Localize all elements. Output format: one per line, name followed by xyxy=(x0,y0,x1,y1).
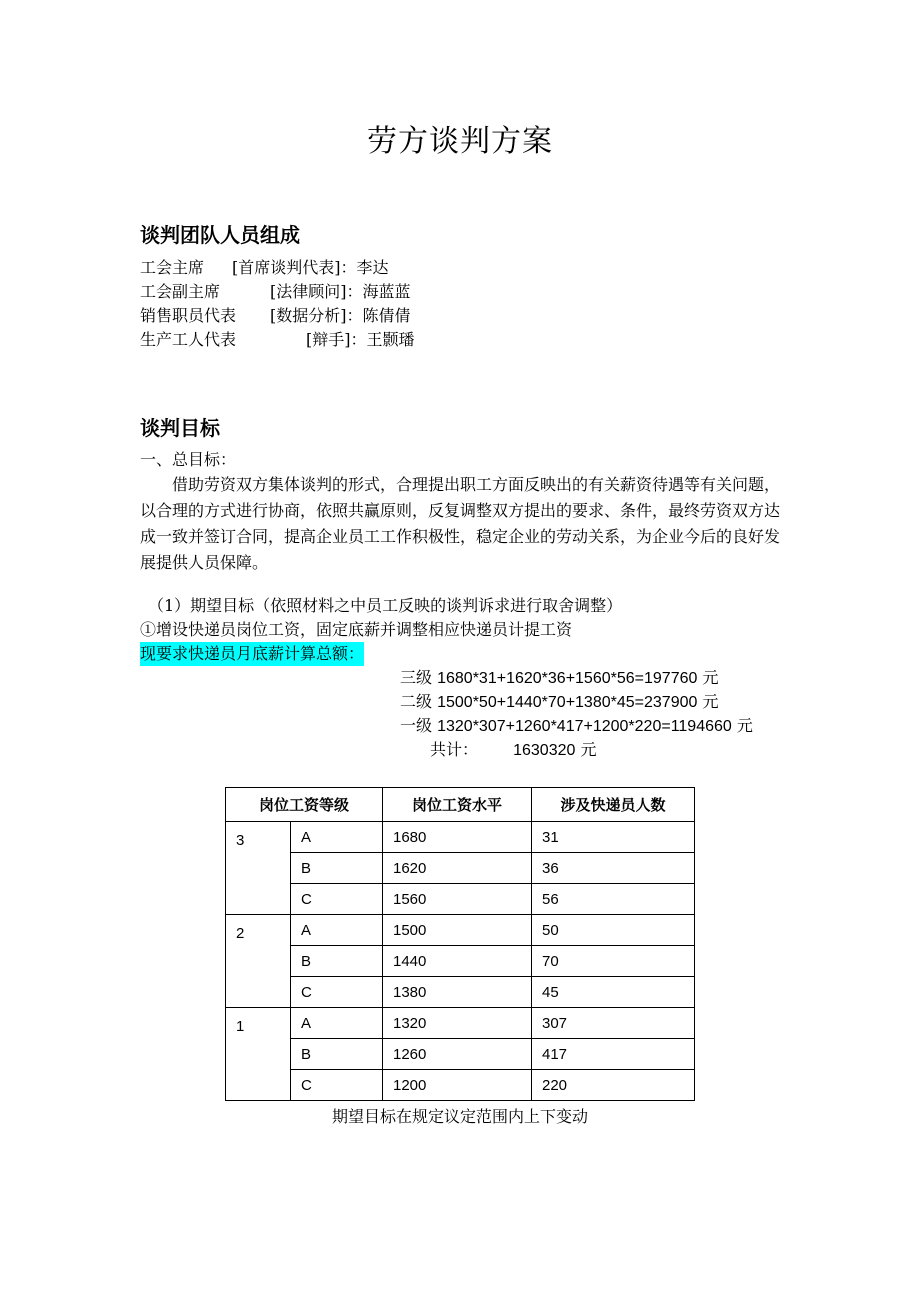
salary-cell: 1320 xyxy=(383,1008,532,1039)
grade-cell: A xyxy=(291,915,383,946)
count-cell: 220 xyxy=(532,1070,695,1101)
member-position: 工会副主席 xyxy=(140,282,221,301)
member-position: 销售职员代表 xyxy=(140,306,237,325)
goal-item-1: ①增设快递员岗位工资，固定底薪并调整相应快递员计提工资 xyxy=(140,620,573,639)
table-row xyxy=(226,946,695,977)
member-position: 工会主席 xyxy=(140,258,205,277)
table-row xyxy=(226,977,695,1008)
calc-level-label: 三级 xyxy=(400,668,433,687)
grade-cell: A xyxy=(291,1008,383,1039)
goals-heading: 谈判目标 xyxy=(140,416,220,440)
salary-cell: 1260 xyxy=(383,1039,532,1070)
document-title: 劳方谈判方案 xyxy=(367,124,553,159)
count-cell: 50 xyxy=(532,915,695,946)
calc-unit: 元 xyxy=(736,716,753,735)
salary-cell: 1620 xyxy=(383,853,532,884)
grade-cell: B xyxy=(291,1039,383,1070)
table-header: 岗位工资等级 xyxy=(226,788,383,822)
highlighted-requirement: 现要求快递员月底薪计算总额： xyxy=(140,642,364,666)
salary-cell: 1680 xyxy=(383,822,532,853)
total-unit: 元 xyxy=(580,740,597,759)
calc-level-label: 一级 xyxy=(400,716,433,735)
grade-cell: B xyxy=(291,853,383,884)
grade-cell: B xyxy=(291,946,383,977)
table-header: 涉及快递员人数 xyxy=(532,788,695,822)
salary-cell: 1200 xyxy=(383,1070,532,1101)
level-cell: 3 xyxy=(226,822,291,915)
calc-level-label: 二级 xyxy=(400,692,433,711)
member-role: [法律顾问]：海蓝蓝 xyxy=(270,282,411,301)
total-value: 1630320 xyxy=(513,742,576,759)
count-cell: 70 xyxy=(532,946,695,977)
overall-goal-paragraph: 借助劳资双方集体谈判的形式，合理提出职工方面反映出的有关薪资待遇等有关问题，以合理的方式进行协商，依照共赢原则，反复调整双方提出的要求、条件，最终劳资双方达成一致并签订合同，提高企业员工工作积极性，稳定企业的劳动关系，为企业今后的良好发展提供人员保障。 xyxy=(140,475,781,572)
table-header: 岗位工资水平 xyxy=(383,788,532,822)
total-label: 共计： xyxy=(430,740,479,759)
table-row xyxy=(226,853,695,884)
team-heading: 谈判团队人员组成 xyxy=(140,223,300,247)
calc-formula: 1320*307+1260*417+1200*220=1194660 xyxy=(437,718,732,735)
salary-table xyxy=(225,787,695,1101)
salary-cell: 1440 xyxy=(383,946,532,977)
count-cell: 36 xyxy=(532,853,695,884)
salary-cell: 1380 xyxy=(383,977,532,1008)
grade-cell: C xyxy=(291,1070,383,1101)
table-row xyxy=(226,1070,695,1101)
count-cell: 417 xyxy=(532,1039,695,1070)
table-caption: 期望目标在规定议定范围内上下变动 xyxy=(331,1107,588,1126)
member-role: [辩手]：王颢璠 xyxy=(306,330,415,349)
table-row xyxy=(226,915,695,946)
salary-cell: 1500 xyxy=(383,915,532,946)
count-cell: 45 xyxy=(532,977,695,1008)
calc-line-level3 xyxy=(400,666,719,691)
grade-cell: A xyxy=(291,822,383,853)
grade-cell: C xyxy=(291,884,383,915)
calc-formula: 1680*31+1620*36+1560*56=197760 xyxy=(437,670,698,687)
count-cell: 56 xyxy=(532,884,695,915)
table-header-row xyxy=(226,788,695,822)
expected-goal-label: （1）期望目标（依照材料之中员工反映的谈判诉求进行取舍调整） xyxy=(148,596,623,615)
count-cell: 307 xyxy=(532,1008,695,1039)
level-cell: 2 xyxy=(226,915,291,1008)
member-role: [首席谈判代表]：李达 xyxy=(232,258,389,277)
salary-cell: 1560 xyxy=(383,884,532,915)
calc-formula: 1500*50+1440*70+1380*45=237900 xyxy=(437,694,698,711)
table-row xyxy=(226,1039,695,1070)
member-position: 生产工人代表 xyxy=(140,330,237,349)
calc-line-level2 xyxy=(400,690,719,715)
calc-unit: 元 xyxy=(702,668,719,687)
table-row xyxy=(226,822,695,853)
calc-total-line xyxy=(430,738,597,763)
calc-line-level1 xyxy=(400,714,753,739)
table-row xyxy=(226,884,695,915)
member-role: [数据分析]：陈倩倩 xyxy=(270,306,411,325)
calc-unit: 元 xyxy=(702,692,719,711)
count-cell: 31 xyxy=(532,822,695,853)
level-cell: 1 xyxy=(226,1008,291,1101)
table-row xyxy=(226,1008,695,1039)
grade-cell: C xyxy=(291,977,383,1008)
overall-goal-label: 一、总目标： xyxy=(140,450,237,469)
